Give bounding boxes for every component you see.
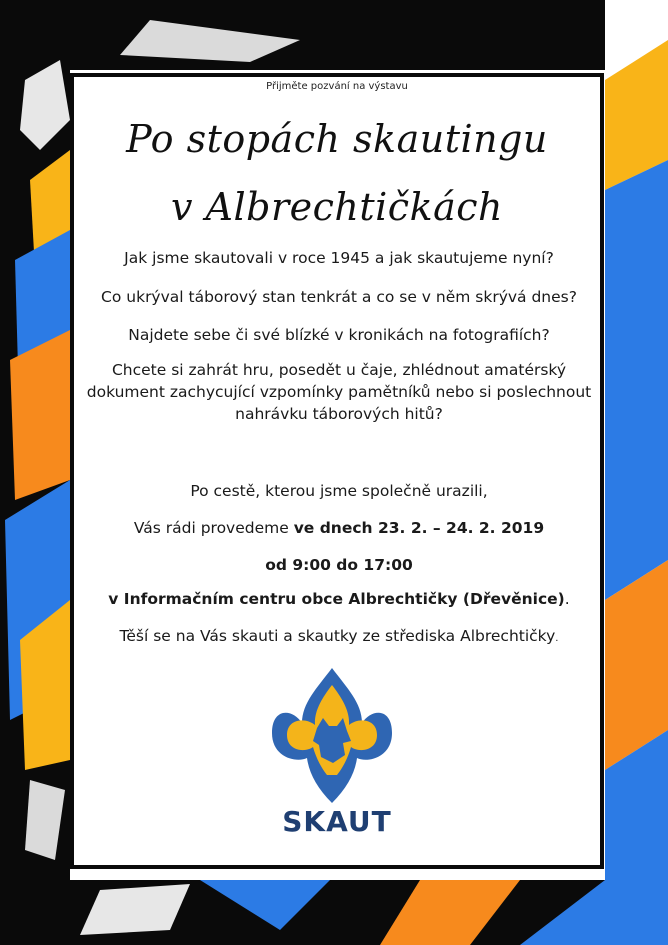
blue-shape-right bbox=[605, 160, 668, 600]
question-3: Najdete sebe či své blízké v kronikách na fotografiích? bbox=[128, 326, 550, 344]
title-line-1: Po stopách skautingu bbox=[126, 117, 548, 161]
question-2: Co ukrýval táborový stan tenkrát a co se v něm skrývá dnes? bbox=[101, 288, 577, 306]
event-venue-line bbox=[84, 588, 594, 610]
orange-shape-left bbox=[10, 330, 70, 500]
skaut-lily-logo bbox=[267, 663, 397, 808]
event-intro: Po cestě, kterou jsme společně urazili, bbox=[190, 482, 488, 500]
guide-text: Vás rádi provedeme bbox=[133, 519, 294, 537]
event-venue: v Informačním centru obce Albrechtičky (Dřevěnice) bbox=[108, 590, 565, 608]
question-4: Chcete si zahrát hru, posedět u čaje, zhlédnout amatérský dokument zachycující vzpomínky pamětníků nebo si poslechnout nahrávku táborových hitů? bbox=[86, 361, 592, 423]
poster-card bbox=[70, 73, 604, 869]
logo-tie bbox=[315, 775, 349, 783]
question-1: Jak jsme skautovali v roce 1945 a jak skautujeme nyní? bbox=[124, 249, 554, 267]
event-dates-line bbox=[84, 517, 594, 539]
closing-line bbox=[84, 625, 594, 650]
venue-period: . bbox=[564, 590, 570, 608]
event-dates: ve dnech 23. 2. – 24. 2. 2019 bbox=[293, 519, 545, 537]
invitation-text: Přijměte pozvání na výstavu bbox=[266, 81, 408, 92]
closing-period: . bbox=[555, 633, 559, 644]
title-line-2: v Albrechtičkách bbox=[170, 185, 504, 229]
skaut-wordmark: SKAUT bbox=[282, 805, 392, 838]
event-time: od 9:00 do 17:00 bbox=[265, 556, 413, 574]
closing-text: Těší se na Vás skauti a skautky ze střediska Albrechtičky bbox=[119, 627, 556, 645]
